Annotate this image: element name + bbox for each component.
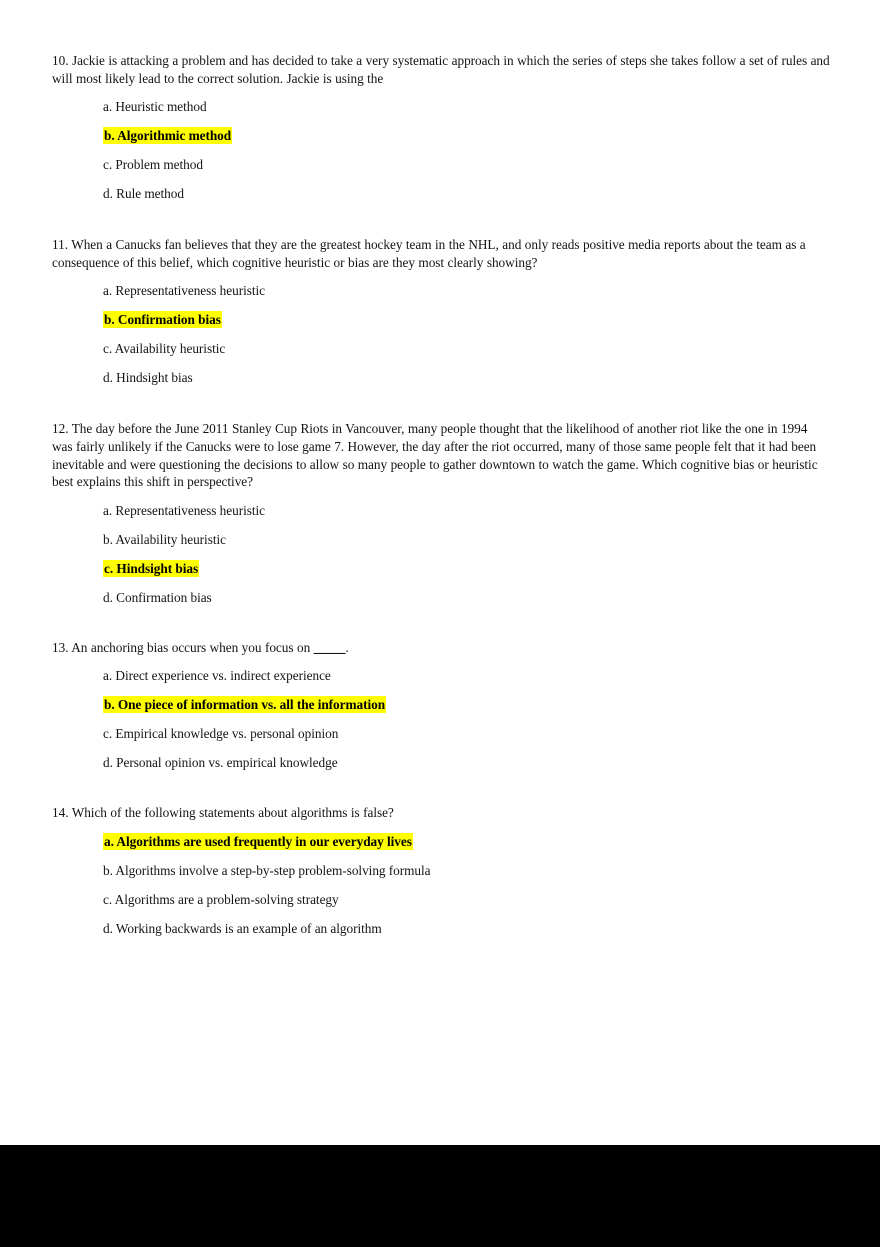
option-10-b[interactable]	[103, 127, 830, 144]
quiz-content	[52, 52, 830, 937]
option-list-14	[52, 833, 830, 937]
option-11-d-label: d. Hindsight bias	[103, 370, 193, 386]
option-10-b-label: b. Algorithmic method	[104, 128, 232, 144]
option-13-d-label: d. Personal opinion vs. empirical knowledge	[103, 755, 338, 771]
question-13-blank: _____	[313, 639, 346, 655]
option-14-a[interactable]	[103, 833, 830, 850]
option-14-c[interactable]	[103, 891, 830, 908]
option-list-11	[52, 282, 830, 386]
option-list-13	[52, 667, 830, 771]
option-12-b-label: b. Availability heuristic	[103, 531, 226, 547]
question-block-10	[52, 52, 830, 202]
option-11-b-label: b. Confirmation bias	[104, 312, 221, 328]
option-10-c-label: c. Problem method	[103, 157, 203, 173]
option-12-a-label: a. Representativeness heuristic	[103, 502, 266, 518]
question-spacer-10-11	[52, 202, 830, 236]
option-11-d[interactable]	[103, 369, 830, 386]
option-13-c-label: c. Empirical knowledge vs. personal opinion	[103, 726, 339, 742]
question-stem-13	[52, 639, 830, 657]
option-12-d-label: d. Confirmation bias	[103, 589, 212, 605]
option-12-b[interactable]	[103, 531, 830, 548]
option-14-b-label: b. Algorithms involve a step-by-step problem-solving formula	[103, 862, 431, 878]
option-10-a[interactable]	[103, 98, 830, 115]
option-10-d-label: d. Rule method	[103, 186, 184, 202]
option-14-d[interactable]	[103, 920, 830, 937]
option-13-b[interactable]	[103, 696, 830, 713]
question-stem-14: 14. Which of the following statements about algorithms is false?	[52, 805, 394, 821]
option-10-c[interactable]	[103, 156, 830, 173]
option-list-12	[52, 502, 830, 606]
option-14-a-label: a. Algorithms are used frequently in our everyday lives	[104, 833, 412, 849]
option-11-c[interactable]	[103, 340, 830, 357]
option-13-d[interactable]	[103, 754, 830, 771]
option-14-b[interactable]	[103, 862, 830, 879]
question-stem-10: 10. Jackie is attacking a problem and has decided to take a very systematic approach in which the series of steps she takes follow a set of rules and will most likely lead to the correct solution. Jackie is using the	[52, 53, 830, 86]
option-14-d-label: d. Working backwards is an example of an algorithm	[103, 920, 382, 936]
question-spacer-11-12	[52, 386, 830, 420]
question-spacer-13-14	[52, 771, 830, 804]
question-stem-12: 12. The day before the June 2011 Stanley Cup Riots in Vancouver, many people thought that the likelihood of another riot like the one in 1994 was fairly unlikely if the Canucks were to lose game 7. However, the day after the riot occurred, many of those same people felt that it had been inevitable and were questioning the decisions to allow so many people to gather downtown to watch the game. Which cognitive bias or heuristic best explains this shift in perspective?	[52, 421, 818, 490]
question-stem-11: 11. When a Canucks fan believes that they are the greatest hockey team in the NHL, and only reads positive media reports about the team as a consequence of this belief, which cognitive heuristic or bias are they most clearly showing?	[52, 237, 806, 270]
question-block-12	[52, 420, 830, 605]
option-list-10	[52, 98, 830, 202]
option-13-a[interactable]	[103, 667, 830, 684]
option-12-a[interactable]	[103, 502, 830, 519]
option-13-b-label: b. One piece of information vs. all the information	[104, 697, 386, 713]
option-13-a-label: a. Direct experience vs. indirect experience	[103, 668, 331, 684]
question-block-11	[52, 236, 830, 386]
option-12-d[interactable]	[103, 589, 830, 606]
question-block-14	[52, 804, 830, 937]
question-spacer-12-13	[52, 606, 830, 639]
option-11-a[interactable]	[103, 282, 830, 299]
option-11-b[interactable]	[103, 311, 830, 328]
option-14-c-label: c. Algorithms are a problem-solving strategy	[103, 891, 339, 907]
option-11-c-label: c. Availability heuristic	[103, 341, 226, 357]
question-stem-13-part1: 13. An anchoring bias occurs when you focus on	[52, 639, 314, 655]
question-stem-13-part2: .	[345, 639, 349, 655]
page-bottom-black-band	[0, 1145, 880, 1247]
option-11-a-label: a. Representativeness heuristic	[103, 283, 266, 299]
option-10-a-label: a. Heuristic method	[103, 99, 207, 115]
option-13-c[interactable]	[103, 725, 830, 742]
option-12-c[interactable]	[103, 560, 830, 577]
option-12-c-label: c. Hindsight bias	[104, 560, 199, 576]
option-10-d[interactable]	[103, 185, 830, 202]
question-block-13	[52, 639, 830, 772]
